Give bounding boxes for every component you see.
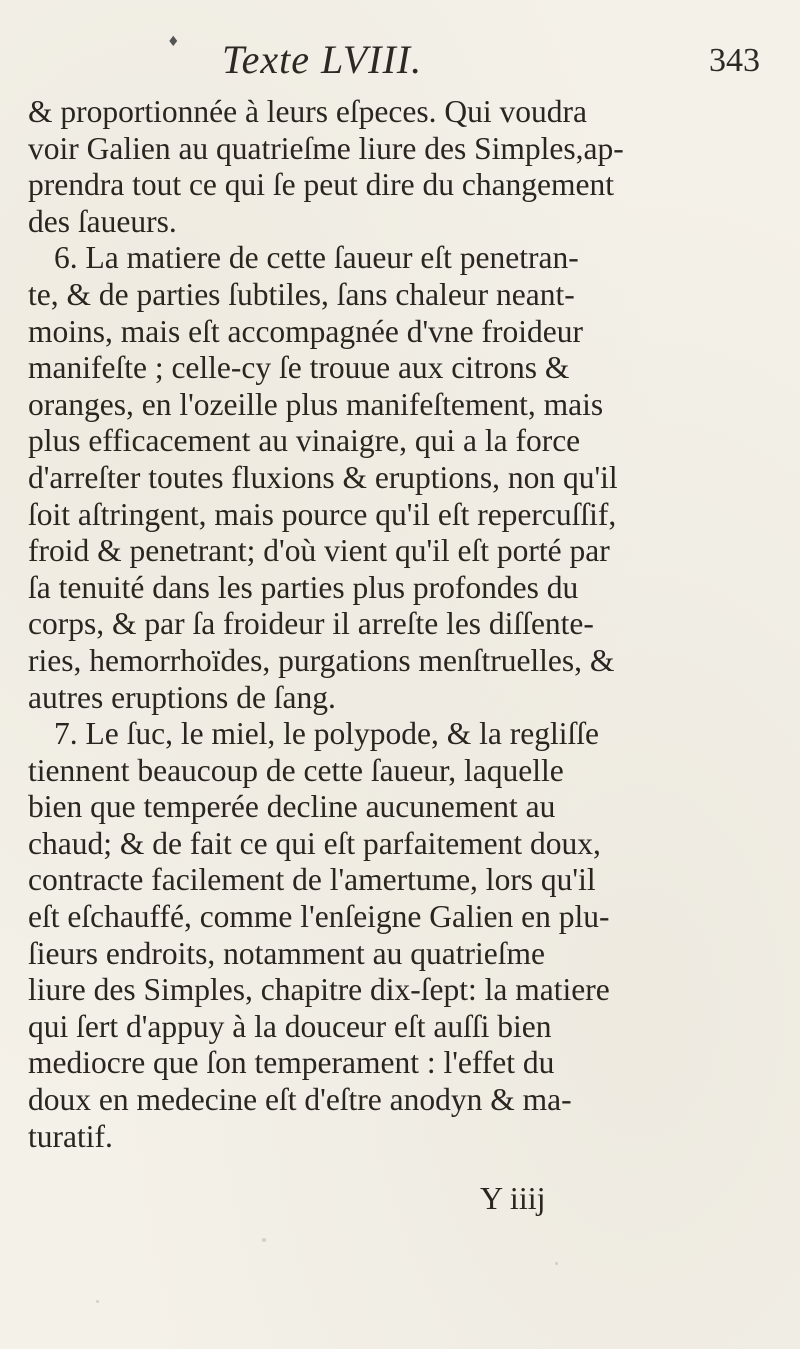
running-title: Texte LVIII. [222, 37, 423, 82]
page-header [0, 28, 800, 88]
text-line: prendra tout ce qui ſe peut dire du changement [28, 167, 615, 203]
text-line: chaud; & de fait ce qui eſt parfaitement doux, [28, 825, 601, 861]
text-line: mediocre que ſon temperament : l'effet du [28, 1045, 555, 1081]
text-line: ſieurs endroits, notamment au quatrieſme [28, 935, 545, 971]
text-line: te, & de parties ſubtiles, ſans chaleur neant- [28, 276, 575, 312]
text-line: des ſaueurs. [28, 203, 177, 239]
text-line: contracte facilement de l'amertume, lors qu'il [28, 862, 596, 898]
text-line: qui ſert d'appuy à la douceur eſt auſſi bien [28, 1008, 552, 1044]
page-number: 343 [709, 42, 760, 79]
text-line: & proportionnée à leurs eſpeces. Qui voudra [28, 94, 587, 129]
paper-speck [555, 1262, 558, 1265]
text-line: ſoit aſtringent, mais pource qu'il eſt repercuſſif, [28, 496, 617, 532]
text-line: ſa tenuité dans les parties plus profondes du [28, 569, 579, 605]
text-line: moins, mais eſt accompagnée d'vne froideur [28, 313, 583, 349]
text-line: eſt eſchauffé, comme l'enſeigne Galien en plu- [28, 899, 610, 935]
text-line: corps, & par ſa froideur il arreſte les diſſente- [28, 606, 594, 642]
text-line: voir Galien au quatrieſme liure des Simples,ap- [28, 130, 624, 166]
text-line: liure des Simples, chapitre dix-ſept: la matiere [28, 972, 610, 1008]
text-line: d'arreſter toutes fluxions & eruptions, non qu'il [28, 459, 618, 495]
paragraph-7-start: 7. Le ſuc, le miel, le polypode, & la regliſſe [54, 716, 599, 752]
text-line: bien que temperée decline aucunement au [28, 789, 556, 825]
paper-speck [262, 1238, 266, 1242]
text-line: doux en medecine eſt d'eſtre anodyn & ma- [28, 1082, 572, 1118]
text-line: manifeſte ; celle-cy ſe trouue aux citrons & [28, 350, 570, 386]
text-line: oranges, en l'ozeille plus manifeſtement, mais [28, 386, 604, 422]
text-line: plus efficacement au vinaigre, qui a la force [28, 423, 581, 459]
text-line: autres eruptions de ſang. [28, 679, 336, 715]
paper-speck [96, 1300, 99, 1303]
body-text [28, 94, 783, 1155]
text-line: turatif. [28, 1118, 113, 1154]
paragraph-6-start: 6. La matiere de cette ſaueur eſt penetran- [54, 240, 579, 276]
text-line: tiennent beaucoup de cette ſaueur, laquelle [28, 752, 564, 788]
text-line: ries, hemorrhoïdes, purgations menſtruelles, & [28, 642, 615, 678]
text-line: froid & penetrant; d'où vient qu'il eſt porté par [28, 533, 610, 569]
printer-mark-icon: ♦ [167, 34, 180, 50]
signature-mark: Y iiij [480, 1180, 546, 1216]
